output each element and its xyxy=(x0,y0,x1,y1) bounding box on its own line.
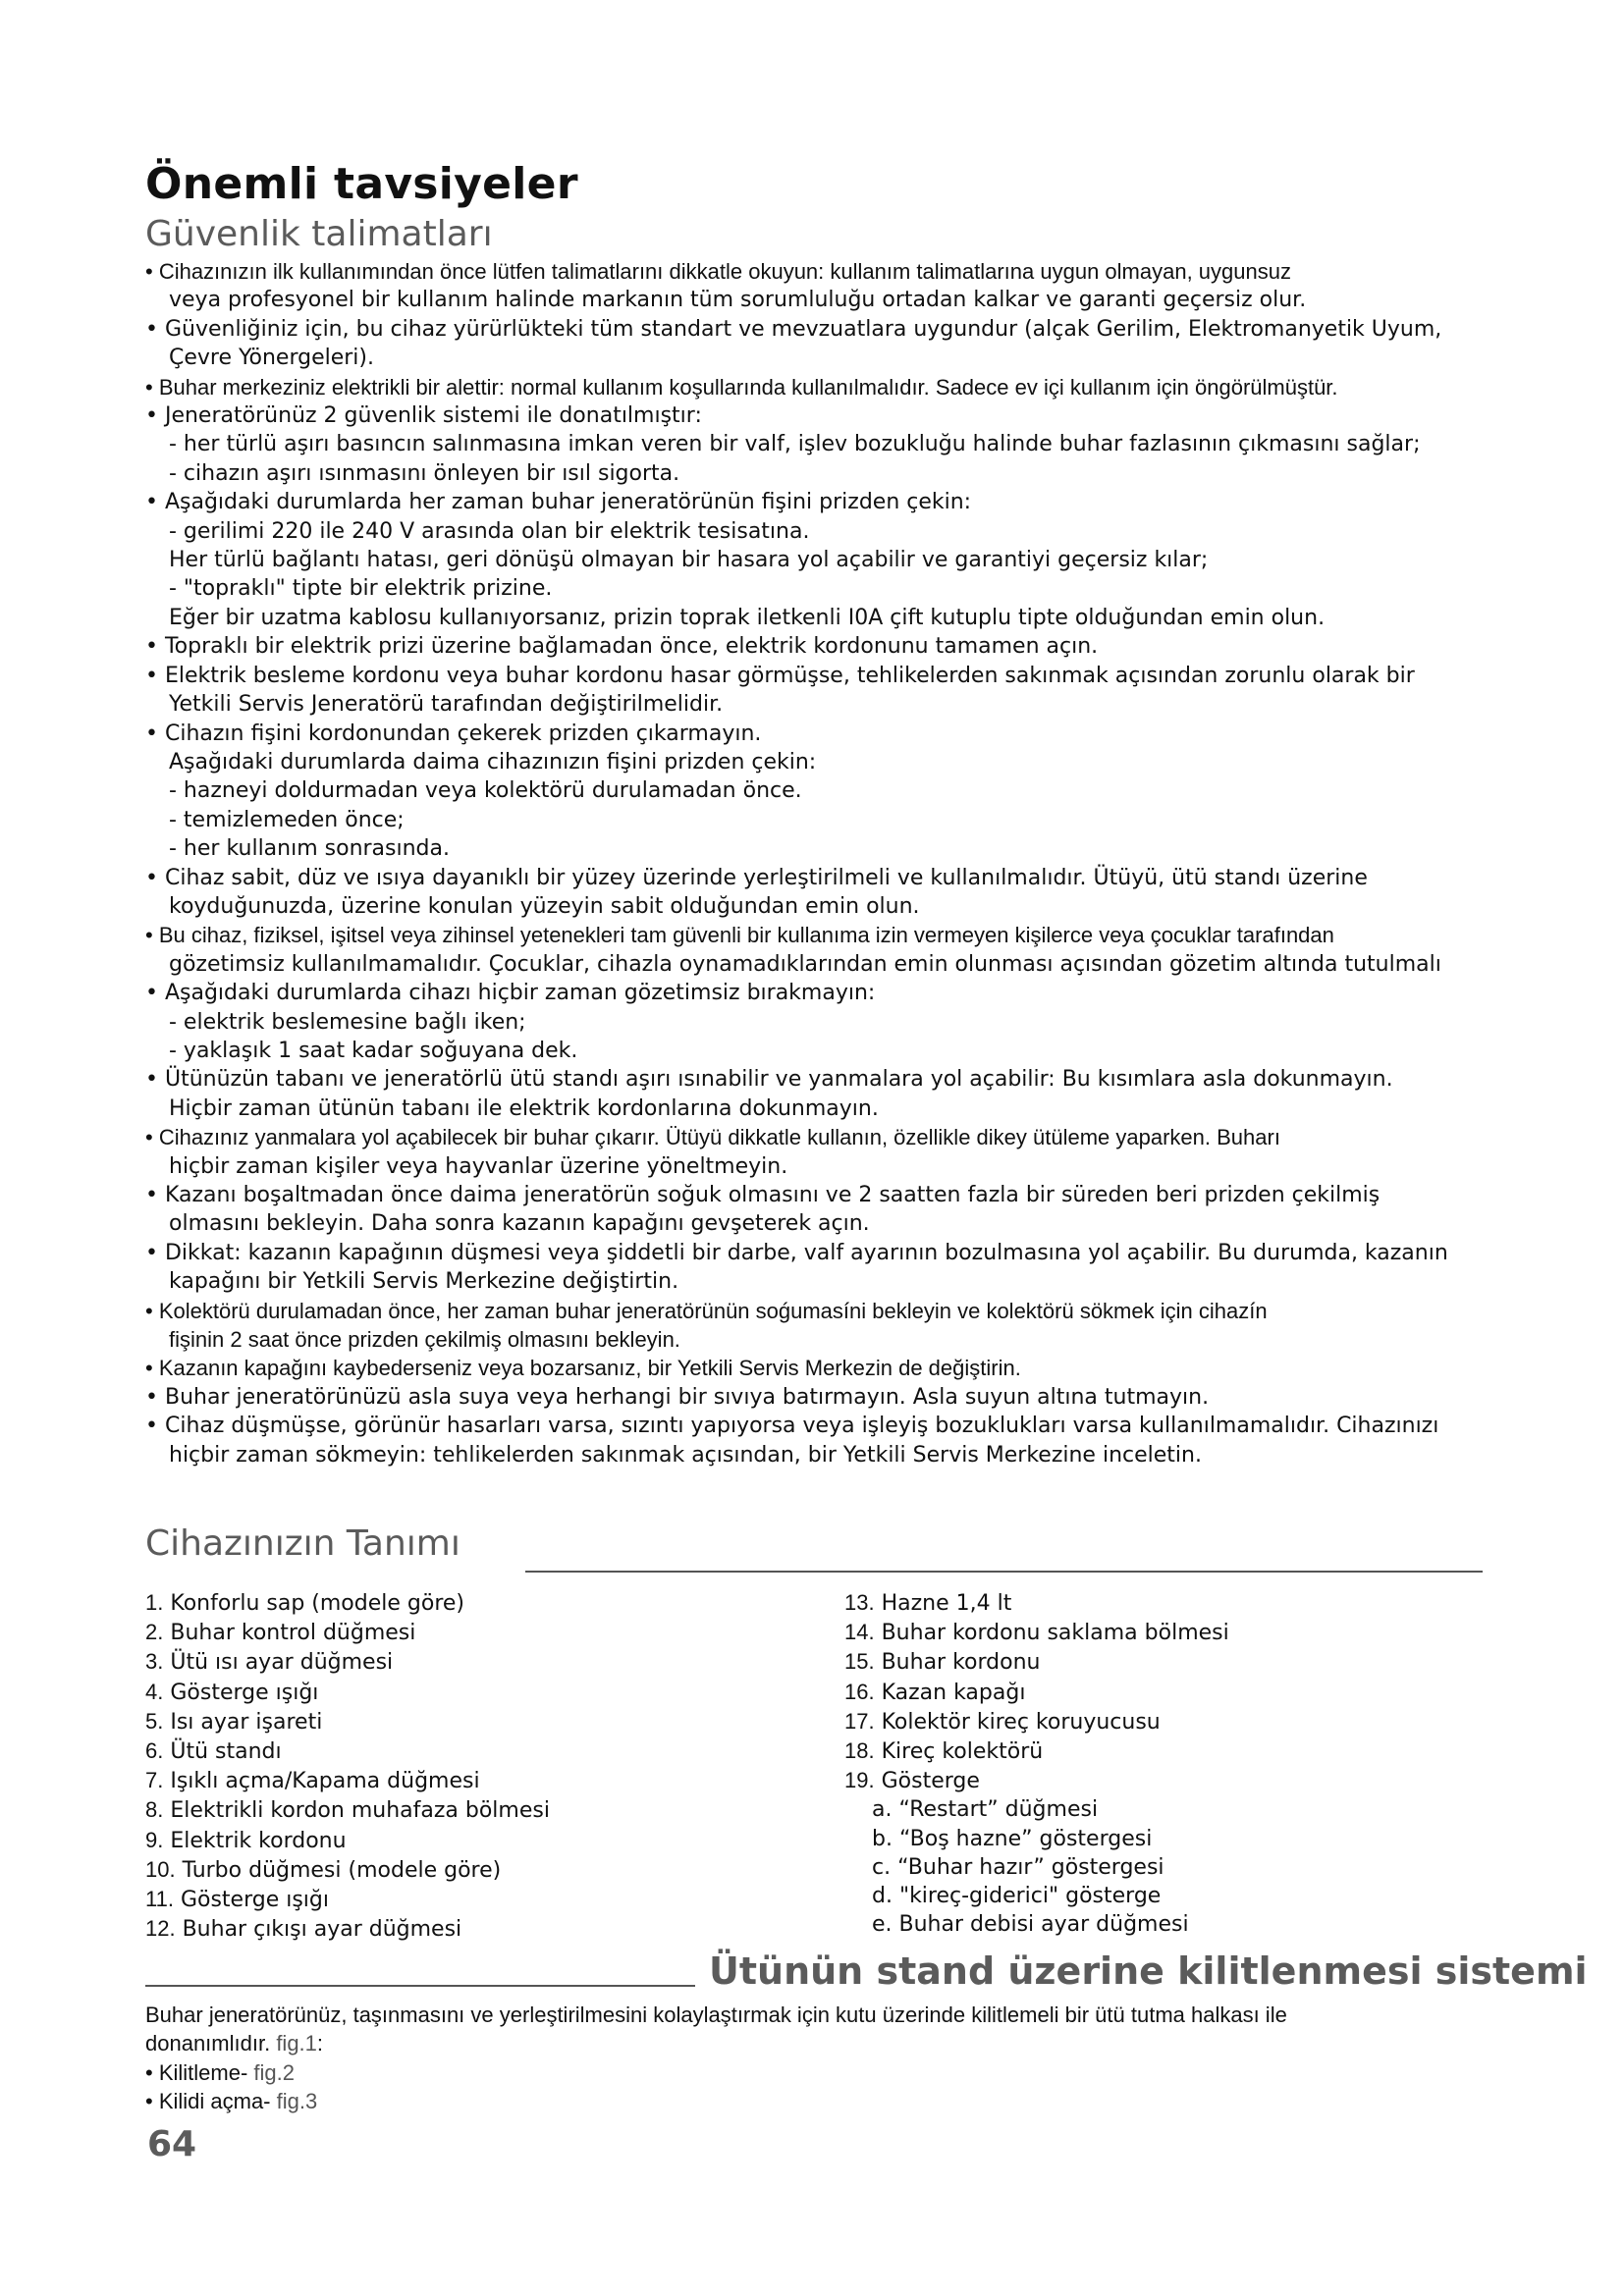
section-divider xyxy=(525,1571,1483,1573)
part-label: Buhar kordonu xyxy=(881,1650,1041,1676)
part-label: Gösterge ışığı xyxy=(170,1680,319,1705)
continuation-line: Her türlü bağlantı hatası, geri dönüşü olmayan bir hasara yol açabilir ve garantiyi geçersiz kılar; xyxy=(169,548,1209,573)
continuation-line: Çevre Yönergeleri). xyxy=(169,346,374,371)
part-number: 7. xyxy=(145,1768,164,1793)
lock-item xyxy=(145,2087,1540,2115)
part-item xyxy=(145,1736,550,1766)
part-label: b. “Boş hazne” göstergesi xyxy=(872,1826,1153,1851)
bullet-item: • Elektrik besleme kordonu veya buhar kordonu hasar görmüşse, tehlikelerden sakınmak açısından zorunlu olarak bir xyxy=(145,663,1415,688)
continuation-line: - cihazın aşırı ısınmasını önleyen bir ısıl sigorta. xyxy=(169,460,680,486)
continuation-line: hiçbir zaman sökmeyin: tehlikelerden sakınmak açısından, bir Yetkili Servis Merkezine inceletin. xyxy=(169,1442,1202,1468)
part-number: 9. xyxy=(145,1827,164,1852)
continuation-line: Hiçbir zaman ütünün tabanı ile elektrik kordonlarına dokunmayın. xyxy=(169,1095,879,1121)
part-label: Kolektör kireç koruyucusu xyxy=(881,1709,1161,1735)
bullet-item: • Aşağıdaki durumlarda cihazı hiçbir zaman gözetimsiz bırakmayın: xyxy=(145,981,876,1006)
part-number: 14. xyxy=(844,1620,875,1645)
part-item xyxy=(844,1647,1229,1677)
bullet-item: • Bu cihaz, fiziksel, işitsel veya zihinsel yetenekleri tam güvenli bir kullanıma izin vermeyen kişilerce veya çocuklar tarafından xyxy=(145,923,1334,948)
part-label: Işıklı açma/Kapama düğmesi xyxy=(170,1769,480,1794)
part-number: 11. xyxy=(145,1887,174,1912)
lock-line xyxy=(145,2029,1540,2057)
part-label: Gösterge xyxy=(881,1769,980,1794)
part-number: 15. xyxy=(844,1649,875,1675)
part-item xyxy=(844,1910,1229,1939)
part-label: Isı ayar işareti xyxy=(170,1709,323,1735)
part-label: Kazan kapağı xyxy=(881,1680,1026,1705)
continuation-line: kapağını bir Yetkili Servis Merkezine değiştirtin. xyxy=(169,1269,679,1295)
part-label: c. “Buhar hazır” göstergesi xyxy=(872,1854,1164,1880)
parts-list-right xyxy=(844,1588,1229,1939)
part-number: 4. xyxy=(145,1679,164,1704)
continuation-line: - yaklaşık 1 saat kadar soğuyana dek. xyxy=(169,1038,578,1063)
page-number: 64 xyxy=(147,2124,197,2164)
part-label: Ütü standı xyxy=(170,1739,282,1765)
continuation-line: Eğer bir uzatma kablosu kullanıyorsanız, prizin toprak iletkenli I0A çift kutuplu tipte olduğundan emin olun. xyxy=(169,605,1326,630)
bullet-item: • Cihaz düşmüşse, görünür hasarları varsa, sızıntı yapıyorsa veya işleyiş bozuklukları varsa kullanılmamalıdır. Cihazınızı xyxy=(145,1414,1439,1439)
part-label: Konforlu sap (modele göre) xyxy=(170,1591,465,1616)
continuation-line: - her türlü aşırı basıncın salınmasına imkan veren bir valf, işlev bozukluğu halinde buhar fazlasının çıkmasını sağlar; xyxy=(169,432,1421,457)
continuation-line: Yetkili Servis Jeneratörü tarafından değiştirilmelidir. xyxy=(169,692,724,718)
bullet-item: • Jeneratörünüz 2 güvenlik sistemi ile donatılmıştır: xyxy=(145,403,702,429)
part-item xyxy=(145,1618,550,1647)
lock-description xyxy=(145,2001,1540,2116)
part-label: Buhar kordonu saklama bölmesi xyxy=(881,1621,1229,1646)
continuation-line: hiçbir zaman kişiler veya hayvanlar üzerine yöneltmeyin. xyxy=(169,1153,788,1179)
page-title: Önemli tavsiyeler xyxy=(145,159,578,209)
bullet-item: • Ütünüzün tabanı ve jeneratörlü ütü standı aşırı ısınabilir ve yanmalara yol açabilir: Bu kısımlara asla dokunmayın. xyxy=(145,1067,1393,1093)
part-item xyxy=(145,1885,550,1914)
bullet-item: • Güvenliğiniz için, bu cihaz yürürlükteki tüm standart ve mevzuatlara uygundur (alçak Gerilim, Elektromanyetik Uyum, xyxy=(145,316,1442,342)
part-item xyxy=(145,1647,550,1677)
bullet-item: • Kolektörü durulamadan önce, her zaman buhar jeneratörünün soǵumasíni bekleyin ve kolektörü sökmek için cihazín xyxy=(145,1298,1268,1323)
lock-line: Buhar jeneratörünüz, taşınmasını ve yerleştirilmesini kolaylaştırmak için kutu üzerinde kilitlemeli bir ütü tutma halkası ile xyxy=(145,2002,1287,2027)
part-item xyxy=(145,1588,550,1618)
bullet-item: • Cihazınızın ilk kullanımından önce lütfen talimatlarını dikkatle okuyun: kullanım talimatlarına uygun olmayan, uygunsuz xyxy=(145,259,1291,284)
part-number: 2. xyxy=(145,1620,164,1645)
section-divider xyxy=(145,1985,695,1987)
part-label: Buhar çıkışı ayar düğmesi xyxy=(182,1917,462,1943)
bullet-item: • Aşağıdaki durumlarda her zaman buhar jeneratörünün fişini prizden çekin: xyxy=(145,490,972,515)
part-number: 5. xyxy=(145,1708,164,1734)
part-item xyxy=(844,1795,1229,1824)
bullet-item: • Cihaz sabit, düz ve ısıya dayanıklı bir yüzey üzerinde yerleştirilmeli ve kullanılmalıdır. Ütüyü, ütü standı üzerine xyxy=(145,865,1368,890)
continuation-line: - elektrik beslemesine bağlı iken; xyxy=(169,1009,526,1035)
part-number: 1. xyxy=(145,1590,164,1615)
continuation-line: Aşağıdaki durumlarda daima cihazınızın fişini prizden çekin: xyxy=(169,749,817,774)
lock-item xyxy=(145,2058,1540,2087)
part-number: 6. xyxy=(145,1738,164,1764)
part-label: Buhar kontrol düğmesi xyxy=(170,1621,416,1646)
bullet-item: • Cihazın fişini kordonundan çekerek prizden çıkarmayın. xyxy=(145,721,762,746)
part-item xyxy=(844,1825,1229,1853)
figure-reference: fig.2 xyxy=(253,2059,295,2085)
part-item xyxy=(844,1853,1229,1882)
part-label: a. “Restart” düğmesi xyxy=(872,1797,1099,1823)
part-number: 18. xyxy=(844,1738,875,1764)
continuation-line: koyduğunuzda, üzerine konulan yüzeyin sabit olduğundan emin olun. xyxy=(169,893,920,919)
part-label: Gösterge ışığı xyxy=(180,1888,329,1913)
safety-instructions xyxy=(145,257,1581,1469)
part-number: 12. xyxy=(145,1916,176,1942)
part-number: 10. xyxy=(145,1856,176,1882)
part-item xyxy=(844,1766,1229,1795)
part-number: 8. xyxy=(145,1797,164,1823)
continuation-line: fişinin 2 saat önce prizden çekilmiş olmasını bekleyin. xyxy=(169,1327,680,1353)
continuation-line: - hazneyi doldurmadan veya kolektörü durulamadan önce. xyxy=(169,778,802,804)
part-label: Elektrik kordonu xyxy=(170,1828,347,1853)
part-item xyxy=(844,1882,1229,1910)
bullet-item: • Kazanın kapağını kaybederseniz veya bozarsanız, bir Yetkili Servis Merkezin de değiştirin. xyxy=(145,1356,1021,1381)
continuation-line: - gerilimi 220 ile 240 V arasında olan bir elektrik tesisatına. xyxy=(169,518,810,544)
section-title-lock: Ütünün stand üzerine kilitlenmesi sistemi xyxy=(709,1949,1588,1993)
part-item xyxy=(145,1855,550,1885)
part-item xyxy=(844,1588,1229,1618)
continuation-line: - "topraklı" tipte bir elektrik prizine. xyxy=(169,576,553,602)
part-item xyxy=(844,1736,1229,1766)
continuation-line: olmasını bekleyin. Daha sonra kazanın kapağını gevşeterek açın. xyxy=(169,1211,870,1237)
figure-reference: fig.1 xyxy=(276,2031,317,2056)
continuation-line: - temizlemeden önce; xyxy=(169,807,405,832)
part-label: Kireç kolektörü xyxy=(881,1739,1044,1765)
parts-list-left xyxy=(145,1588,550,1944)
bullet-item: • Cihazınız yanmalara yol açabilecek bir buhar çıkarır. Ütüyü dikkatle kullanın, özellikle dikey ütüleme yaparken. Buharı xyxy=(145,1125,1280,1150)
part-number: 13. xyxy=(844,1590,875,1615)
part-label: e. Buhar debisi ayar düğmesi xyxy=(872,1912,1189,1938)
part-label: Turbo düğmesi (modele göre) xyxy=(182,1857,502,1883)
bullet-item: • Buhar merkeziniz elektrikli bir alettir: normal kullanım koşullarında kullanılmalıdır. Sadece ev içi kullanım için öngörülmüştür. xyxy=(145,374,1338,400)
part-label: Hazne 1,4 lt xyxy=(881,1591,1012,1616)
part-item xyxy=(145,1707,550,1736)
continuation-line: - her kullanım sonrasında. xyxy=(169,836,450,862)
part-number: 17. xyxy=(844,1708,875,1734)
lock-line-suffix: : xyxy=(316,2031,324,2056)
part-label: Elektrikli kordon muhafaza bölmesi xyxy=(170,1798,550,1824)
part-item xyxy=(145,1914,550,1944)
part-number: 16. xyxy=(844,1679,875,1704)
continuation-line: veya profesyonel bir kullanım halinde markanın tüm sorumluluğu ortadan kalkar ve garanti geçersiz olur. xyxy=(169,288,1307,313)
part-item xyxy=(145,1766,550,1795)
part-number: 3. xyxy=(145,1649,164,1675)
bullet-item: • Dikkat: kazanın kapağının düşmesi veya şiddetli bir darbe, valf ayarının bozulmasına yol açabilir. Bu durumda, kazanın xyxy=(145,1240,1448,1265)
lock-item-label: • Kilidi açma- xyxy=(145,2089,271,2114)
part-item xyxy=(844,1678,1229,1707)
bullet-item: • Kazanı boşaltmadan önce daima jeneratörün soğuk olmasını ve 2 saatten fazla bir süreden beri prizden çekilmiş xyxy=(145,1183,1380,1207)
part-number: 19. xyxy=(844,1768,875,1793)
bullet-item: • Topraklı bir elektrik prizi üzerine bağlamadan önce, elektrik kordonunu tamamen açın. xyxy=(145,634,1099,660)
part-label: d. "kireç-giderici" gösterge xyxy=(872,1884,1162,1909)
part-item xyxy=(145,1795,550,1825)
part-label: Ütü ısı ayar düğmesi xyxy=(170,1650,394,1676)
bullet-item: • Buhar jeneratörünüzü asla suya veya herhangi bir sıvıya batırmayın. Asla suyun altına tutmayın. xyxy=(145,1384,1210,1410)
part-item xyxy=(145,1826,550,1855)
figure-reference: fig.3 xyxy=(276,2089,318,2114)
continuation-line: gözetimsiz kullanılmamalıdır. Çocuklar, cihazla oynamadıklarından emin olunması açısından gözetim altında tutulmalı xyxy=(169,951,1441,977)
section-title-description: Cihazınızın Tanımı xyxy=(145,1523,460,1564)
part-item xyxy=(844,1618,1229,1647)
part-item xyxy=(145,1678,550,1707)
part-item xyxy=(844,1707,1229,1736)
section-title-safety: Güvenlik talimatları xyxy=(145,214,493,254)
lock-line-text: donanımlıdır. xyxy=(145,2031,271,2056)
lock-item-label: • Kilitleme- xyxy=(145,2059,248,2085)
